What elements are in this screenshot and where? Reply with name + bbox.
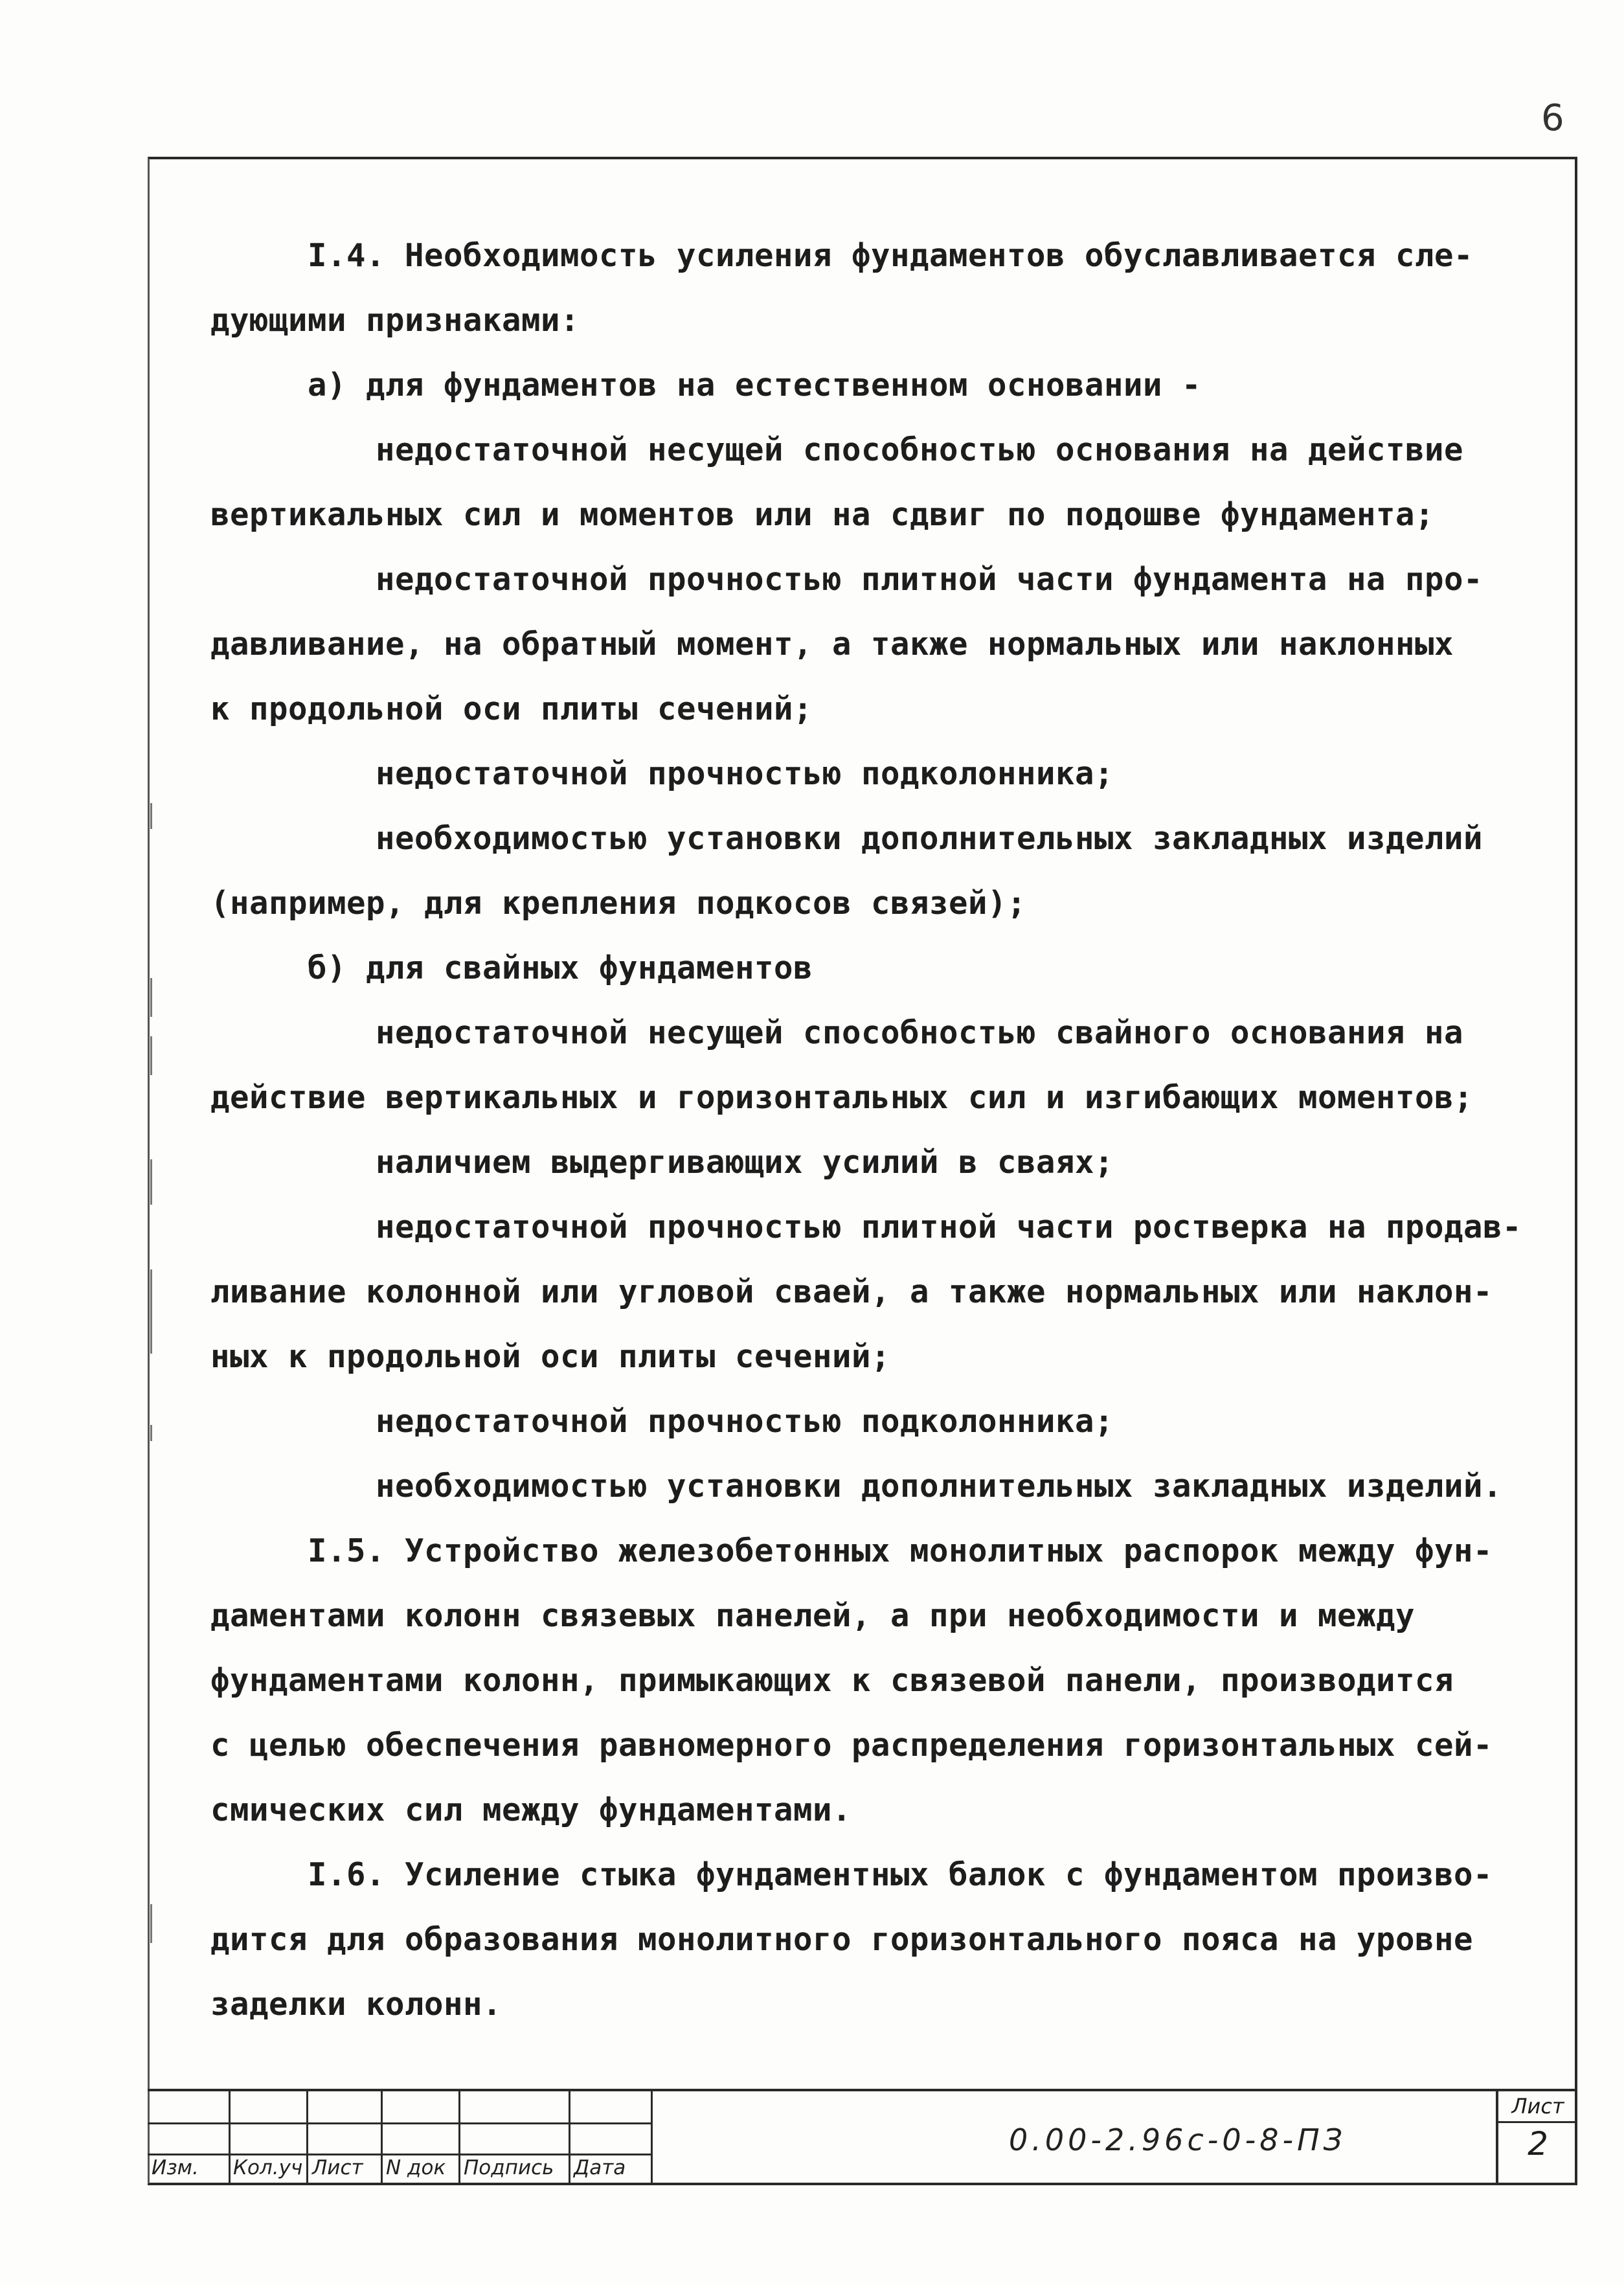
- page-number: 6: [1541, 97, 1564, 139]
- text-line: даментами колонн связевых панелей, а при необходимости и между: [210, 1597, 1415, 1634]
- label-sheet: Лист: [312, 2156, 363, 2179]
- label-change: Изм.: [152, 2156, 199, 2179]
- sheet-label: Лист: [1498, 2091, 1577, 2123]
- text-line: необходимостью установки дополнительных закладных изделий: [376, 820, 1483, 857]
- document-code: 0.00-2.96с-0-8-ПЗ: [1009, 2122, 1347, 2157]
- margin-mark: [150, 1036, 152, 1075]
- text-line: смических сил между фундаментами.: [210, 1791, 852, 1828]
- text-line: I.5. Устройство железобетонных монолитных распорок между фун-: [308, 1532, 1493, 1569]
- text-line: наличием выдергивающих усилий в сваях;: [376, 1144, 1114, 1181]
- document-body: [210, 223, 1551, 2037]
- text-line: действие вертикальных и горизонтальных сил и изгибающих моментов;: [210, 1079, 1474, 1116]
- title-block: [148, 2089, 1577, 2185]
- sheet-number: 2: [1528, 2125, 1548, 2163]
- title-block-labels: [150, 2156, 655, 2185]
- text-line: заделки колонн.: [210, 1986, 502, 2023]
- text-line: вертикальных сил и моментов или на сдвиг по подошве фундамента;: [210, 496, 1435, 533]
- text-line: I.6. Усиление стыка фундаментных балок с фундаментом произво-: [308, 1856, 1493, 1893]
- text-line: давливание, на обратный момент, а также нормальных или наклонных: [210, 626, 1454, 663]
- text-line: недостаточной несущей способностью основания на действие: [376, 431, 1464, 468]
- text-line: (например, для крепления подкосов связей);: [210, 885, 1027, 922]
- text-line: недостаточной прочностью подколонника;: [376, 1403, 1114, 1440]
- text-line: необходимостью установки дополнительных закладных изделий.: [376, 1468, 1503, 1505]
- text-line: а) для фундаментов на естественном основании -: [308, 367, 1202, 404]
- text-line: с целью обеспечения равномерного распределения горизонтальных сей-: [210, 1727, 1493, 1764]
- text-line: к продольной оси плиты сечений;: [210, 690, 813, 727]
- margin-mark: [150, 1425, 152, 1441]
- label-date: Дата: [574, 2156, 626, 2179]
- text-line: фундаментами колонн, примыкающих к связевой панели, производится: [210, 1662, 1454, 1699]
- text-line: ных к продольной оси плиты сечений;: [210, 1338, 891, 1375]
- label-quantity: Кол.уч: [233, 2156, 303, 2179]
- margin-mark: [150, 978, 152, 1017]
- margin-mark: [150, 1159, 152, 1205]
- text-line: недостаточной прочностью плитной части ростверка на продав-: [376, 1209, 1522, 1245]
- text-line: дующими признаками:: [210, 302, 580, 339]
- text-line: дится для образования монолитного горизонтального пояса на уровне: [210, 1921, 1474, 1958]
- text-line: б) для свайных фундаментов: [308, 949, 813, 986]
- margin-mark: [150, 1904, 152, 1943]
- text-line: недостаточной прочностью плитной части фундамента на про-: [376, 561, 1483, 598]
- text-line: ливание колонной или угловой сваей, а также нормальных или наклон-: [210, 1273, 1493, 1310]
- text-line: I.4. Необходимость усиления фундаментов обуславливается сле-: [308, 237, 1474, 274]
- sheet-box: [1496, 2091, 1577, 2185]
- margin-mark: [150, 1269, 152, 1354]
- label-doc-number: N док: [386, 2156, 446, 2179]
- label-signature: Подпись: [464, 2156, 554, 2179]
- text-line: недостаточной несущей способностью свайного основания на: [376, 1014, 1464, 1051]
- text-line: недостаточной прочностью подколонника;: [376, 755, 1114, 792]
- margin-mark: [150, 803, 152, 829]
